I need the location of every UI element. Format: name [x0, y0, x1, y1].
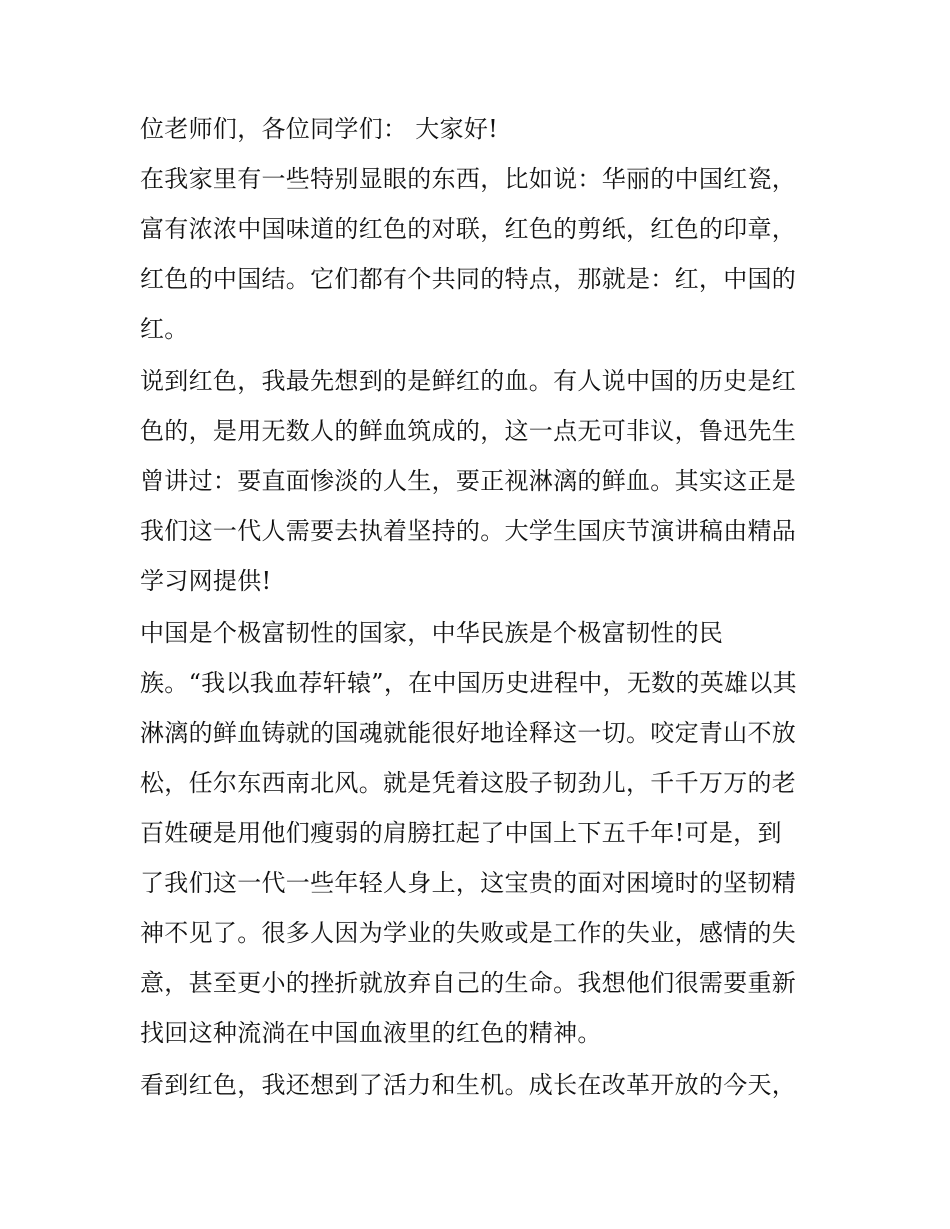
text-line: 中国是个极富韧性的国家，中华民族是个极富韧性的民: [140, 619, 724, 647]
text-line: 在我家里有一些特别显眼的东西，比如说：华丽的中国红瓷，: [140, 165, 797, 193]
text-line: 了我们这一代一些年轻人身上，这宝贵的面对困境时的坚韧精: [140, 869, 797, 897]
text-line: 说到红色，我最先想到的是鲜红的血。有人说中国的历史是红: [140, 367, 797, 395]
text-line: 松，任尔东西南北风。就是凭着这股子韧劲儿，千千万万的老: [140, 769, 797, 797]
text-line: 族。“我以我血荐轩辕”，在中国历史进程中，无数的英雄以其: [140, 669, 797, 697]
text-line: 色的，是用无数人的鲜血筑成的，这一点无可非议，鲁迅先生: [140, 417, 797, 445]
text-line: 我们这一代人需要去执着坚持的。大学生国庆节演讲稿由精品: [140, 517, 797, 545]
text-line: 学习网提供!: [140, 567, 272, 595]
text-line: 红。: [140, 315, 189, 343]
text-line: 曾讲过：要直面惨淡的人生，要正视淋漓的鲜血。其实这正是: [140, 467, 797, 495]
text-line-greeting: 位老师们，各位同学们： 大家好!: [140, 115, 499, 143]
text-line: 找回这种流淌在中国血液里的红色的精神。: [140, 1019, 602, 1047]
text-line: 意，甚至更小的挫折就放弃自己的生命。我想他们很需要重新: [140, 969, 797, 997]
text-line: 红色的中国结。它们都有个共同的特点，那就是：红，中国的: [140, 265, 797, 293]
text-line: 富有浓浓中国味道的红色的对联，红色的剪纸，红色的印章，: [140, 215, 797, 243]
text-line: 淋漓的鲜血铸就的国魂就能很好地诠释这一切。咬定青山不放: [140, 719, 797, 747]
text-line: 看到红色，我还想到了活力和生机。成长在改革开放的今天，: [140, 1071, 797, 1099]
text-line: 神不见了。很多人因为学业的失败或是工作的失业，感情的失: [140, 919, 797, 947]
text-line: 百姓硬是用他们瘦弱的肩膀扛起了中国上下五千年!可是，到: [140, 819, 782, 847]
